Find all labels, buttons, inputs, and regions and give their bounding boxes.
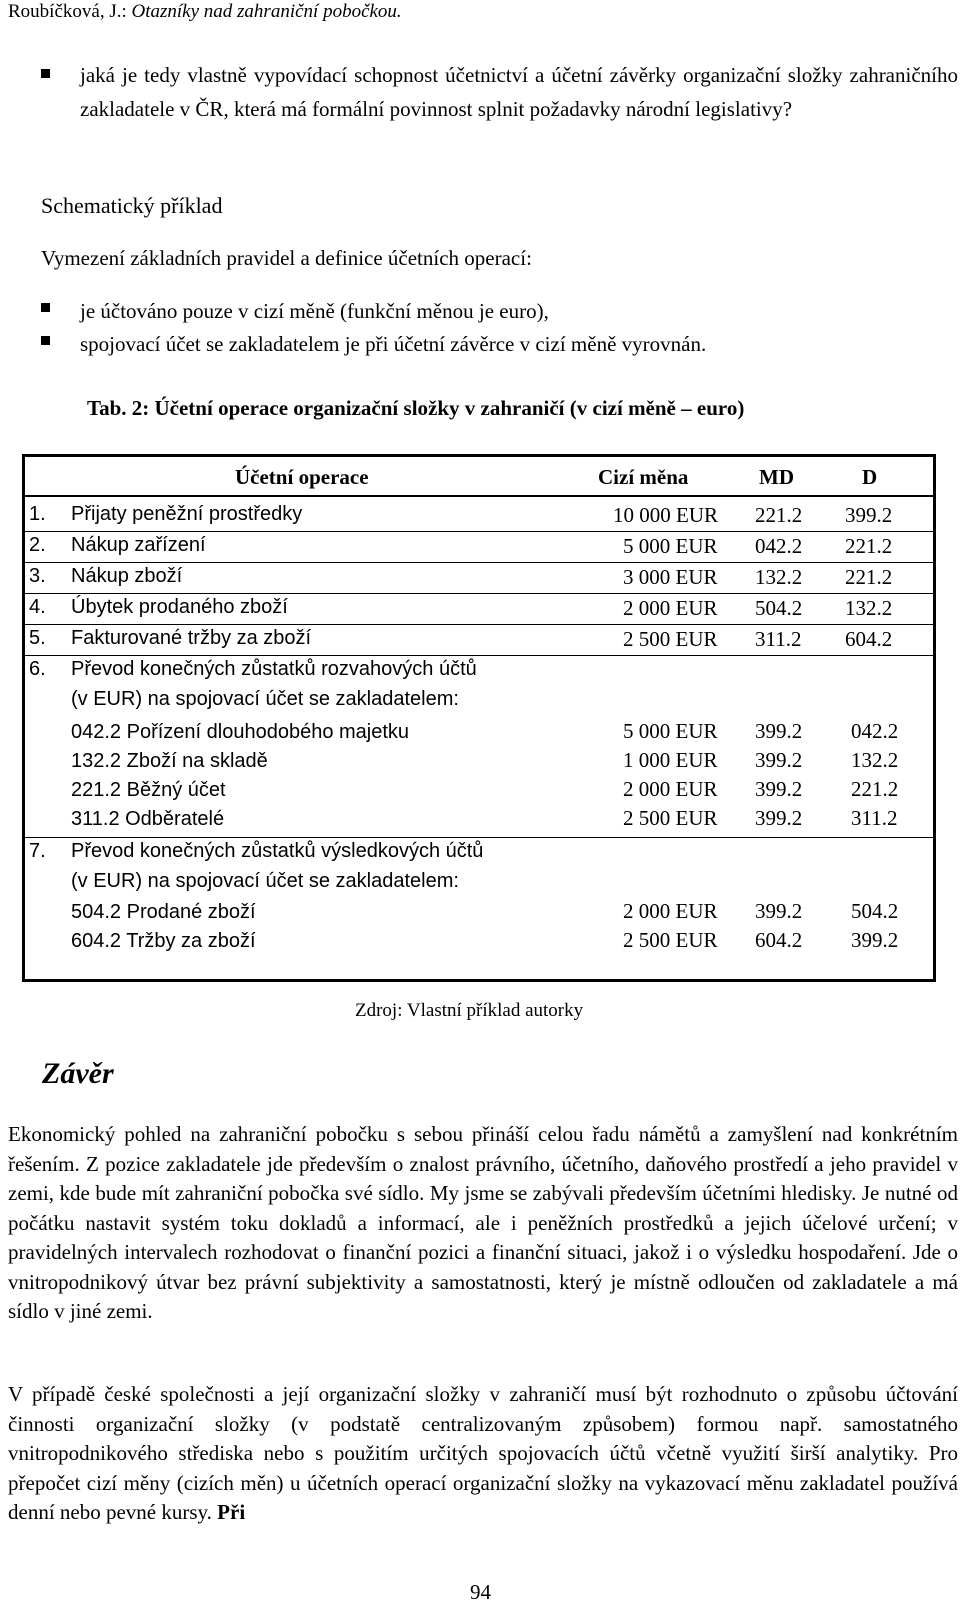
group-title-line1: Převod konečných zůstatků rozvahových účtů	[71, 658, 477, 680]
row-d: 221.2	[845, 565, 893, 589]
row-d: 399.2	[845, 503, 893, 527]
row-amount: 5 000 EUR	[623, 534, 718, 558]
conclusion-paragraph-1: Ekonomický pohled na zahraniční pobočku s sebou přináší celou řadu námětů a zamyšlení nad konkrétním řešením. Z pozice zakladatele jde především o znalost právního, účetního, daňového prostředí a jeho pravidel v zemi, kde bude mít zahraniční pobočka své sídlo. My jsme se zabývali především účetními hledisky. Je nutné od počátku nastavit systém toku dokladů a informací, ale i peněžních prostředků a jejich účelové určení; v pravidelných intervalech rozhodovat o finanční pozici a finanční situaci, jakož i o výsledku hospodaření. Jde o vnitropodnikový útvar bez právní subjektivity a samostatnosti, který je místně odloučen od zakladatele a má sídlo v jiné zemi.	[8, 1122, 958, 1323]
row-divider	[25, 655, 933, 656]
bullet-square-icon	[41, 69, 50, 78]
conclusion-paragraph-2-tail: Při	[217, 1500, 246, 1524]
group-item-amount: 5 000 EUR	[623, 719, 718, 743]
row-operation: Úbytek prodaného zboží	[71, 596, 288, 618]
group-title-line1: Převod konečných zůstatků výsledkových účtů	[71, 840, 484, 862]
row-divider	[25, 837, 933, 838]
bullet-square-icon	[41, 336, 50, 345]
group-item-amount: 1 000 EUR	[623, 748, 718, 772]
row-number: 7.	[29, 840, 46, 862]
conclusion-paragraph-2	[8, 1380, 958, 1528]
row-number: 3.	[29, 565, 46, 587]
row-amount: 2 500 EUR	[623, 627, 718, 651]
page-number: 94	[470, 1580, 491, 1604]
section-heading-schematic: Schematický příklad	[41, 193, 223, 218]
group-item-md: 399.2	[755, 806, 803, 830]
group-item-operation: 311.2 Odběratelé	[71, 808, 225, 830]
row-amount: 2 000 EUR	[623, 596, 718, 620]
intro-bullet-text: jaká je tedy vlastně vypovídací schopnost účetnictví a účetní závěrky organizační složky zahraničního zakladatele v ČR, která má formální povinnost splnit požadavky národní legislativy?	[80, 63, 958, 121]
conclusion-heading: Závěr	[42, 1057, 114, 1090]
row-md: 221.2	[755, 503, 803, 527]
group-item-amount: 2 500 EUR	[623, 806, 718, 830]
col-header-operation: Účetní operace	[235, 465, 369, 489]
row-operation: Přijaty peněžní prostředky	[71, 503, 303, 525]
group-title-line2: (v EUR) na spojovací účet se zakladatelem:	[71, 688, 459, 710]
group-item-amount: 2 500 EUR	[623, 928, 718, 952]
row-amount: 10 000 EUR	[613, 503, 718, 527]
group-item-d: 504.2	[851, 899, 899, 923]
row-number: 6.	[29, 658, 46, 680]
col-header-currency: Cizí měna	[598, 465, 689, 489]
row-operation: Nákup zařízení	[71, 534, 206, 556]
group-item-md: 399.2	[755, 748, 803, 772]
group-item-d: 042.2	[851, 719, 899, 743]
header-authors: Roubíčková, J.:	[8, 1, 132, 22]
rule-item-2: spojovací účet se zakladatelem je při účetní závěrce v cizí měně vyrovnán.	[80, 332, 707, 356]
row-number: 2.	[29, 534, 46, 556]
row-divider	[25, 624, 933, 625]
row-amount: 3 000 EUR	[623, 565, 718, 589]
row-operation: Nákup zboží	[71, 565, 183, 587]
group-item-d: 399.2	[851, 928, 899, 952]
bullet-square-icon	[41, 303, 50, 312]
header-divider	[25, 495, 933, 497]
conclusion-paragraph-2-text: V případě české společnosti a její organizační složky v zahraničí musí být rozhodnuto o způsobu účtování činnosti organizační složky (v podstatě centralizovaným způsobem) formou např. samostatného vnitropodnikového střediska nebo s použitím určitých spojovacích účtů včetně využití širší analytiky. Pro přepočet cizí měny (cizích měn) u účetních operací organizační složky na vykazovací měnu zakladatel používá denní nebo pevné kursy.	[8, 1382, 958, 1524]
row-md: 132.2	[755, 565, 803, 589]
group-item-amount: 2 000 EUR	[623, 777, 718, 801]
table-caption: Tab. 2: Účetní operace organizační složky v zahraničí (v cizí měně – euro)	[87, 396, 745, 420]
col-header-d: D	[862, 465, 878, 489]
rule-item-1: je účtováno pouze v cizí měně (funkční měnou je euro),	[80, 299, 549, 323]
row-divider	[25, 562, 933, 563]
group-item-md: 604.2	[755, 928, 803, 952]
group-item-md: 399.2	[755, 719, 803, 743]
col-header-md: MD	[759, 465, 794, 489]
group-item-amount: 2 000 EUR	[623, 899, 718, 923]
group-item-operation: 504.2 Prodané zboží	[71, 901, 256, 923]
rules-intro: Vymezení základních pravidel a definice účetních operací:	[41, 246, 532, 270]
row-d: 604.2	[845, 627, 893, 651]
running-header	[8, 0, 402, 24]
header-title: Otazníky nad zahraniční pobočkou.	[131, 1, 402, 22]
group-item-d: 132.2	[851, 748, 899, 772]
row-operation: Fakturované tržby za zboží	[71, 627, 312, 649]
row-divider	[25, 531, 933, 532]
row-divider	[25, 593, 933, 594]
row-number: 1.	[29, 503, 46, 525]
row-number: 4.	[29, 596, 46, 618]
row-md: 504.2	[755, 596, 803, 620]
row-d: 221.2	[845, 534, 893, 558]
group-item-operation: 042.2 Pořízení dlouhodobého majetku	[71, 721, 410, 743]
row-d: 132.2	[845, 596, 893, 620]
group-item-operation: 604.2 Tržby za zboží	[71, 930, 256, 952]
row-md: 311.2	[755, 627, 802, 651]
group-item-operation: 132.2 Zboží na skladě	[71, 750, 268, 772]
operations-table	[22, 454, 936, 982]
row-number: 5.	[29, 627, 46, 649]
group-item-d: 311.2	[851, 806, 898, 830]
group-item-md: 399.2	[755, 899, 803, 923]
group-item-d: 221.2	[851, 777, 899, 801]
table-source: Zdroj: Vlastní příklad autorky	[355, 1000, 584, 1021]
group-title-line2: (v EUR) na spojovací účet se zakladatelem:	[71, 870, 459, 892]
group-item-operation: 221.2 Běžný účet	[71, 779, 226, 801]
group-item-md: 399.2	[755, 777, 803, 801]
row-md: 042.2	[755, 534, 803, 558]
